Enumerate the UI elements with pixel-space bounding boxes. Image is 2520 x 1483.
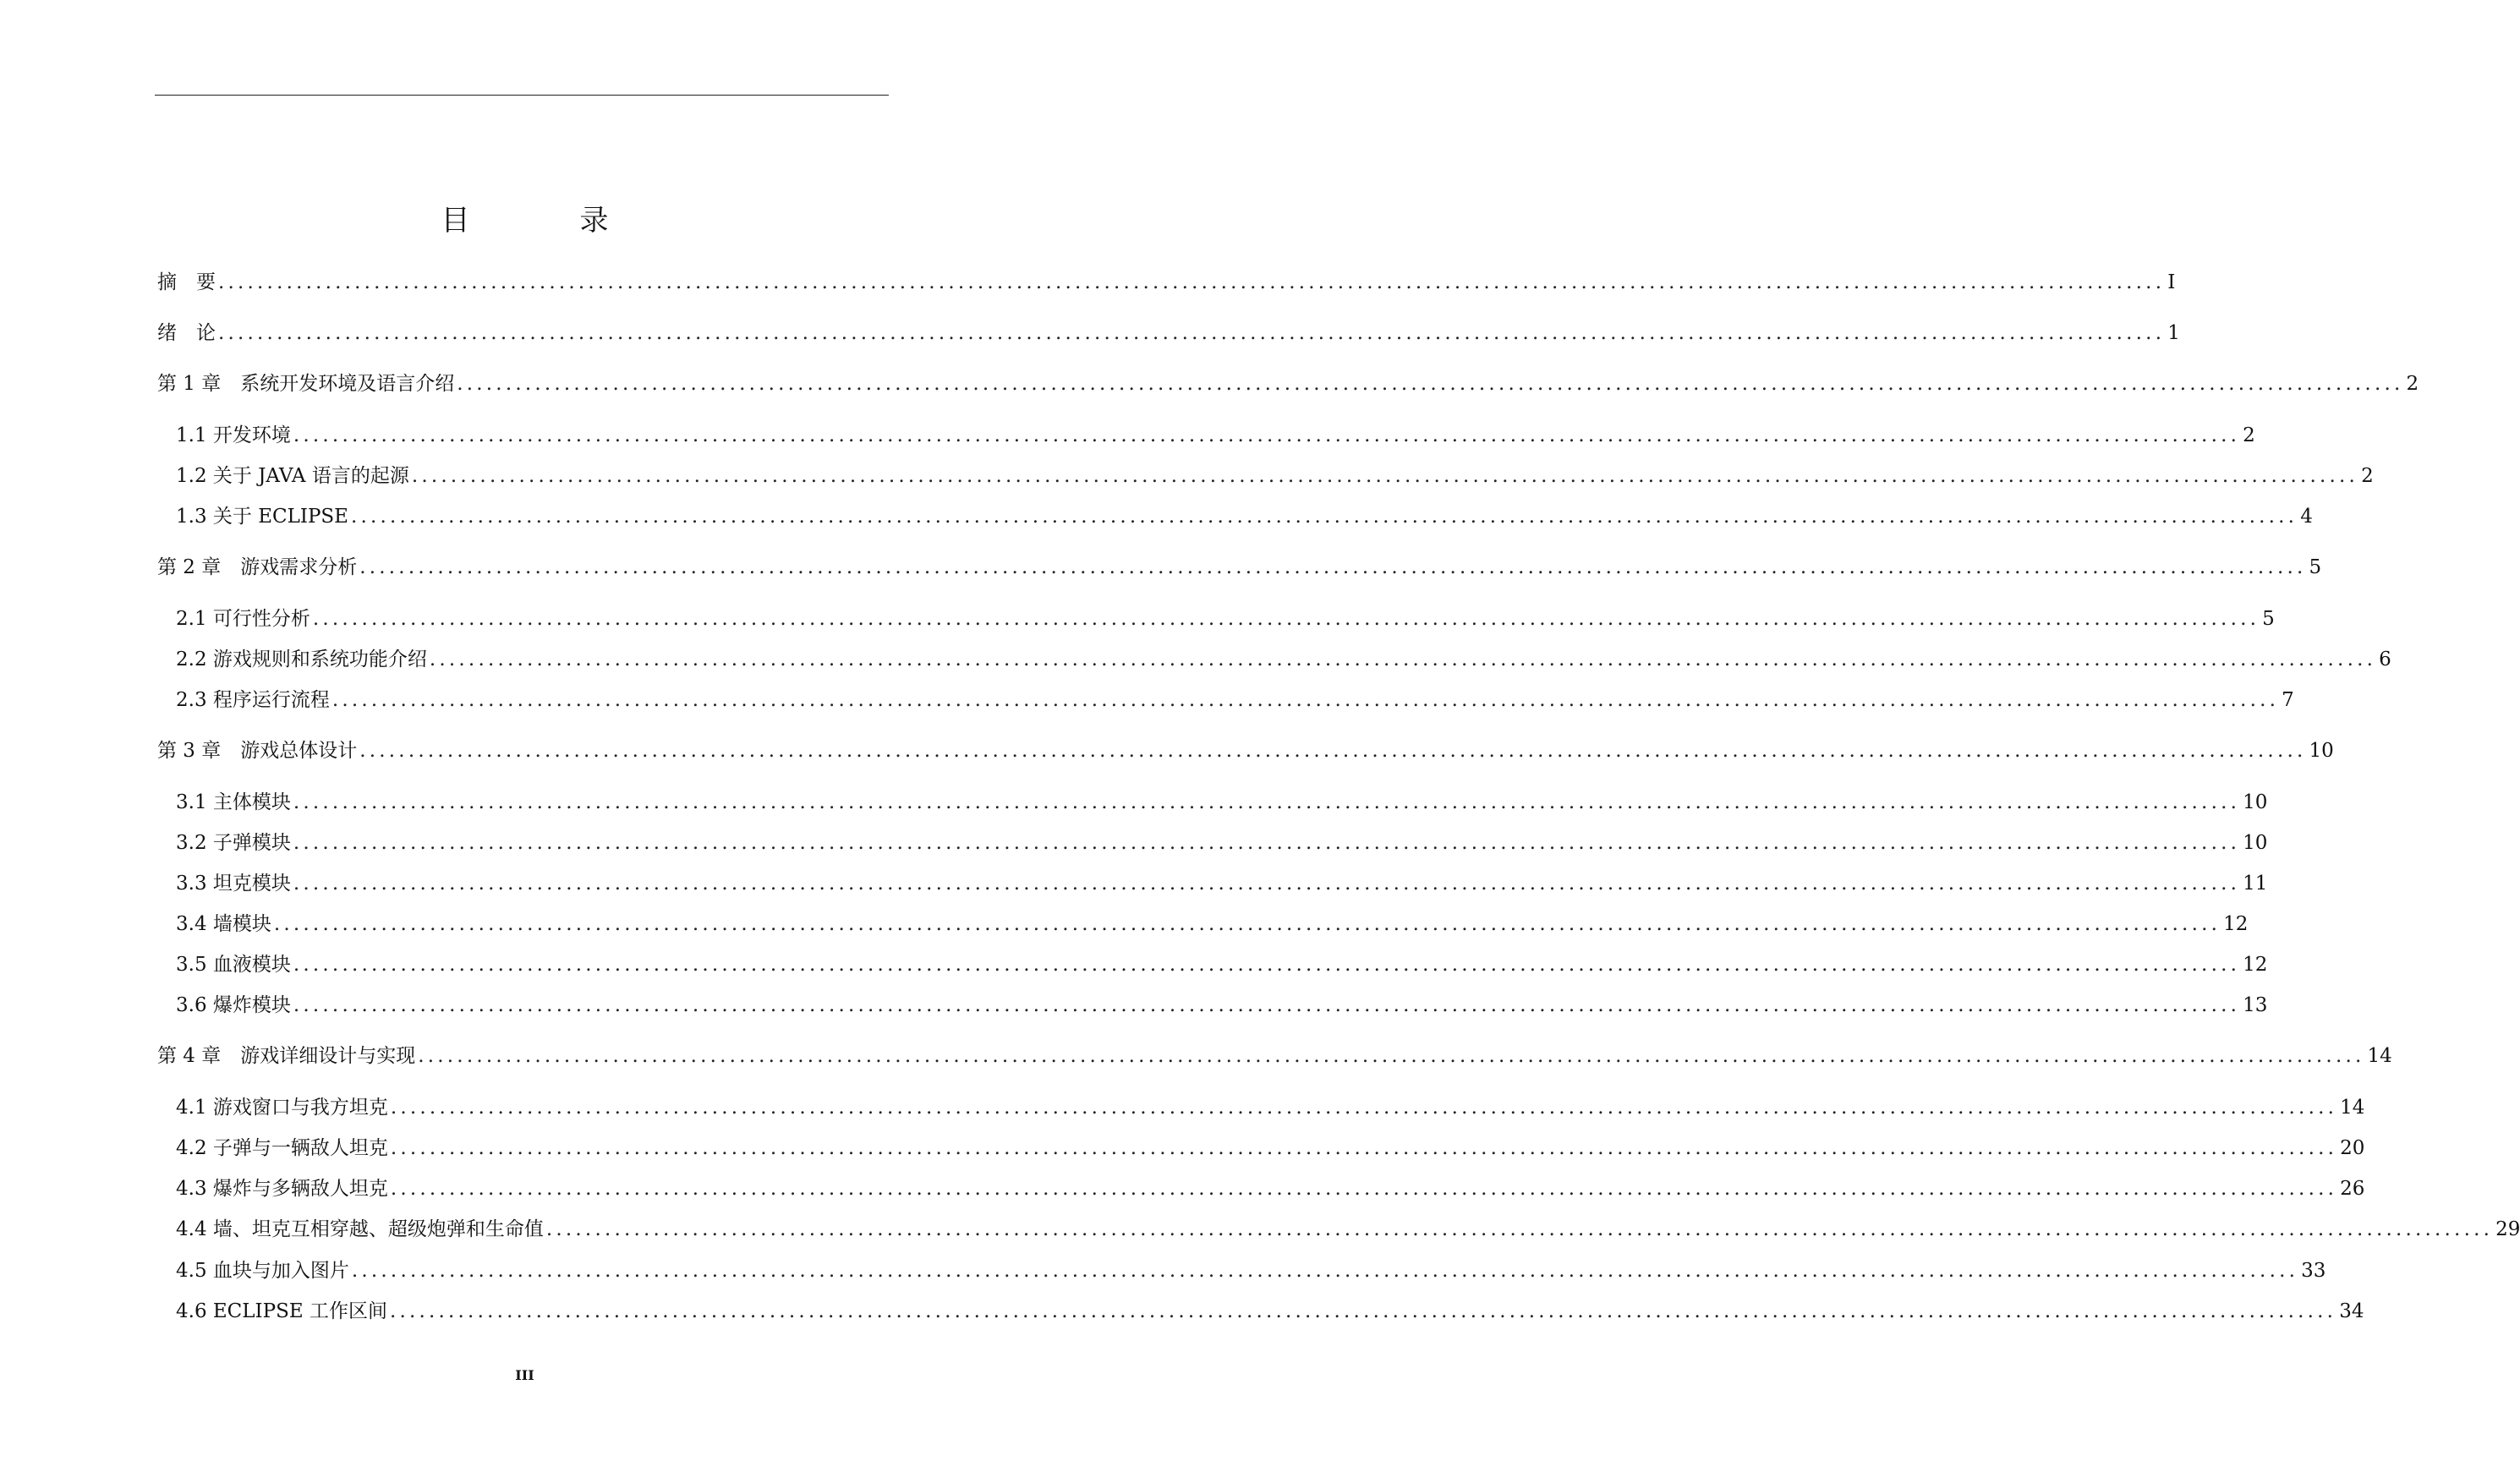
toc-entry-label: 1.2 关于 JAVA 语言的起源 xyxy=(176,465,409,487)
toc-entry xyxy=(176,984,2268,1018)
toc-entry-page: 4 xyxy=(2300,506,2313,528)
toc-entry-label: 第 1 章 系统开发环境及语言介绍 xyxy=(157,373,455,395)
toc-entry-page: 10 xyxy=(2243,791,2268,813)
toc-entry-page: 10 xyxy=(2309,740,2334,762)
toc-dot-leader: ........................................................................................................................................................................................................ xyxy=(390,1137,2338,1159)
toc-entry-page: 13 xyxy=(2243,994,2268,1016)
toc-entry-label: 3.6 爆炸模块 xyxy=(176,994,291,1016)
toc-entry-page: 14 xyxy=(2340,1097,2365,1119)
toc-entry-page: 5 xyxy=(2309,556,2322,578)
toc-entry-page: 14 xyxy=(2367,1045,2392,1067)
toc-entry xyxy=(176,1250,2326,1283)
toc-entry-page: 33 xyxy=(2301,1260,2326,1282)
toc-dot-leader: ........................................................................................................................................................................................................ xyxy=(312,608,2260,630)
toc-entry xyxy=(176,1168,2365,1201)
toc-entry xyxy=(157,730,2334,763)
toc-entry-label: 2.3 程序运行流程 xyxy=(176,689,330,711)
toc-entry-label: 3.3 坦克模块 xyxy=(176,873,291,895)
toc-entry-page: 12 xyxy=(2223,913,2249,935)
toc-title: 目 录 xyxy=(441,204,649,238)
toc-dot-leader: ........................................................................................................................................................................................................ xyxy=(218,271,2166,293)
toc-entry xyxy=(176,862,2268,896)
toc-entry-page: 34 xyxy=(2339,1300,2364,1322)
toc-entry xyxy=(176,455,2374,489)
toc-dot-leader: ........................................................................................................................................................................................................ xyxy=(359,556,2307,578)
toc-entry-label: 摘 要 xyxy=(157,271,216,293)
toc-dot-leader: ........................................................................................................................................................................................................ xyxy=(293,873,2241,895)
toc-entry xyxy=(176,679,2294,713)
toc-entry-page: 12 xyxy=(2243,954,2268,976)
toc-entry-label: 第 4 章 游戏详细设计与实现 xyxy=(157,1045,416,1067)
toc-dot-leader: ........................................................................................................................................................................................................ xyxy=(389,1300,2337,1322)
toc-entry xyxy=(176,944,2268,977)
toc-entry-label: 4.5 血块与加入图片 xyxy=(176,1260,349,1282)
toc-entry xyxy=(157,363,2419,397)
toc-entry-label: 2.1 可行性分析 xyxy=(176,608,310,630)
toc-dot-leader: ........................................................................................................................................................................................................ xyxy=(390,1097,2338,1119)
toc-entry xyxy=(176,1086,2365,1120)
toc-entry xyxy=(176,495,2313,529)
toc-entry-label: 3.4 墙模块 xyxy=(176,913,271,935)
toc-entry-label: 4.6 ECLIPSE 工作区间 xyxy=(176,1300,387,1322)
toc-dot-leader: ........................................................................................................................................................................................................ xyxy=(418,1045,2365,1067)
toc-entry-label: 3.2 子弹模块 xyxy=(176,832,291,854)
toc-dot-leader: ........................................................................................................................................................................................................ xyxy=(429,648,2377,670)
toc-entry-page: 2 xyxy=(2361,465,2374,487)
toc-entry-label: 4.1 游戏窗口与我方坦克 xyxy=(176,1097,388,1119)
toc-entry xyxy=(157,261,2176,295)
toc-dot-leader: ........................................................................................................................................................................................................ xyxy=(350,506,2298,528)
toc-entry-page: 29 xyxy=(2495,1218,2520,1240)
toc-entry-label: 4.3 爆炸与多辆敌人坦克 xyxy=(176,1178,388,1200)
toc-entry xyxy=(176,1290,2364,1324)
toc-entry xyxy=(157,546,2322,580)
toc-dot-leader: ........................................................................................................................................................................................................ xyxy=(331,689,2280,711)
toc-entry-page: 6 xyxy=(2379,648,2391,670)
toc-entry xyxy=(176,903,2249,937)
toc-entry-page: 2 xyxy=(2243,424,2255,446)
toc-entry-label: 3.5 血液模块 xyxy=(176,954,291,976)
toc-dot-leader: ........................................................................................................................................................................................................ xyxy=(359,740,2307,762)
toc-entry-label: 第 3 章 游戏总体设计 xyxy=(157,740,358,762)
toc-entry-label: 第 2 章 游戏需求分析 xyxy=(157,556,358,578)
toc-entry xyxy=(176,781,2268,815)
toc-entry-page: 5 xyxy=(2262,608,2275,630)
toc-dot-leader: ........................................................................................................................................................................................................ xyxy=(293,994,2241,1016)
toc-dot-leader: ........................................................................................................................................................................................................ xyxy=(293,791,2241,813)
toc-dot-leader: ........................................................................................................................................................................................................ xyxy=(545,1218,2494,1240)
toc-dot-leader: ........................................................................................................................................................................................................ xyxy=(273,913,2221,935)
toc-entry-label: 4.4 墙、坦克互相穿越、超级炮弹和生命值 xyxy=(176,1218,544,1240)
toc-entry-page: 10 xyxy=(2243,832,2268,854)
toc-dot-leader: ........................................................................................................................................................................................................ xyxy=(457,373,2404,395)
toc-entry-label: 1.3 关于 ECLIPSE xyxy=(176,506,348,528)
toc-dot-leader: ........................................................................................................................................................................................................ xyxy=(390,1178,2338,1200)
toc-entry-page: 7 xyxy=(2282,689,2294,711)
toc-entry-label: 4.2 子弹与一辆敌人坦克 xyxy=(176,1137,388,1159)
toc-entry-page: 11 xyxy=(2243,873,2268,895)
toc-dot-leader: ........................................................................................................................................................................................................ xyxy=(293,954,2241,976)
toc-entry xyxy=(176,638,2391,672)
toc-dot-leader: ........................................................................................................................................................................................................ xyxy=(218,322,2166,344)
toc-entry xyxy=(176,1127,2365,1161)
toc-entry-page: 1 xyxy=(2167,322,2180,344)
toc-entry-page: 20 xyxy=(2340,1137,2365,1159)
toc-dot-leader: ........................................................................................................................................................................................................ xyxy=(351,1260,2299,1282)
toc-entry xyxy=(176,598,2275,632)
toc-entry-page: 26 xyxy=(2340,1178,2365,1200)
toc-entry xyxy=(157,312,2180,346)
toc-entry-label: 3.1 主体模块 xyxy=(176,791,291,813)
toc-entry xyxy=(157,1035,2392,1069)
page-number: III xyxy=(515,1367,534,1383)
toc-dot-leader: ........................................................................................................................................................................................................ xyxy=(293,832,2241,854)
toc-dot-leader: ........................................................................................................................................................................................................ xyxy=(293,424,2241,446)
toc-entry xyxy=(176,822,2268,856)
toc-dot-leader: ........................................................................................................................................................................................................ xyxy=(411,465,2359,487)
toc-entry-label: 1.1 开发环境 xyxy=(176,424,291,446)
toc-entry xyxy=(176,1208,2520,1242)
toc-entry xyxy=(176,414,2255,448)
toc-entry-page: I xyxy=(2167,271,2176,293)
toc-entry-label: 2.2 游戏规则和系统功能介绍 xyxy=(176,648,427,670)
toc-entry-label: 绪 论 xyxy=(157,322,216,344)
toc-entry-page: 2 xyxy=(2406,373,2419,395)
